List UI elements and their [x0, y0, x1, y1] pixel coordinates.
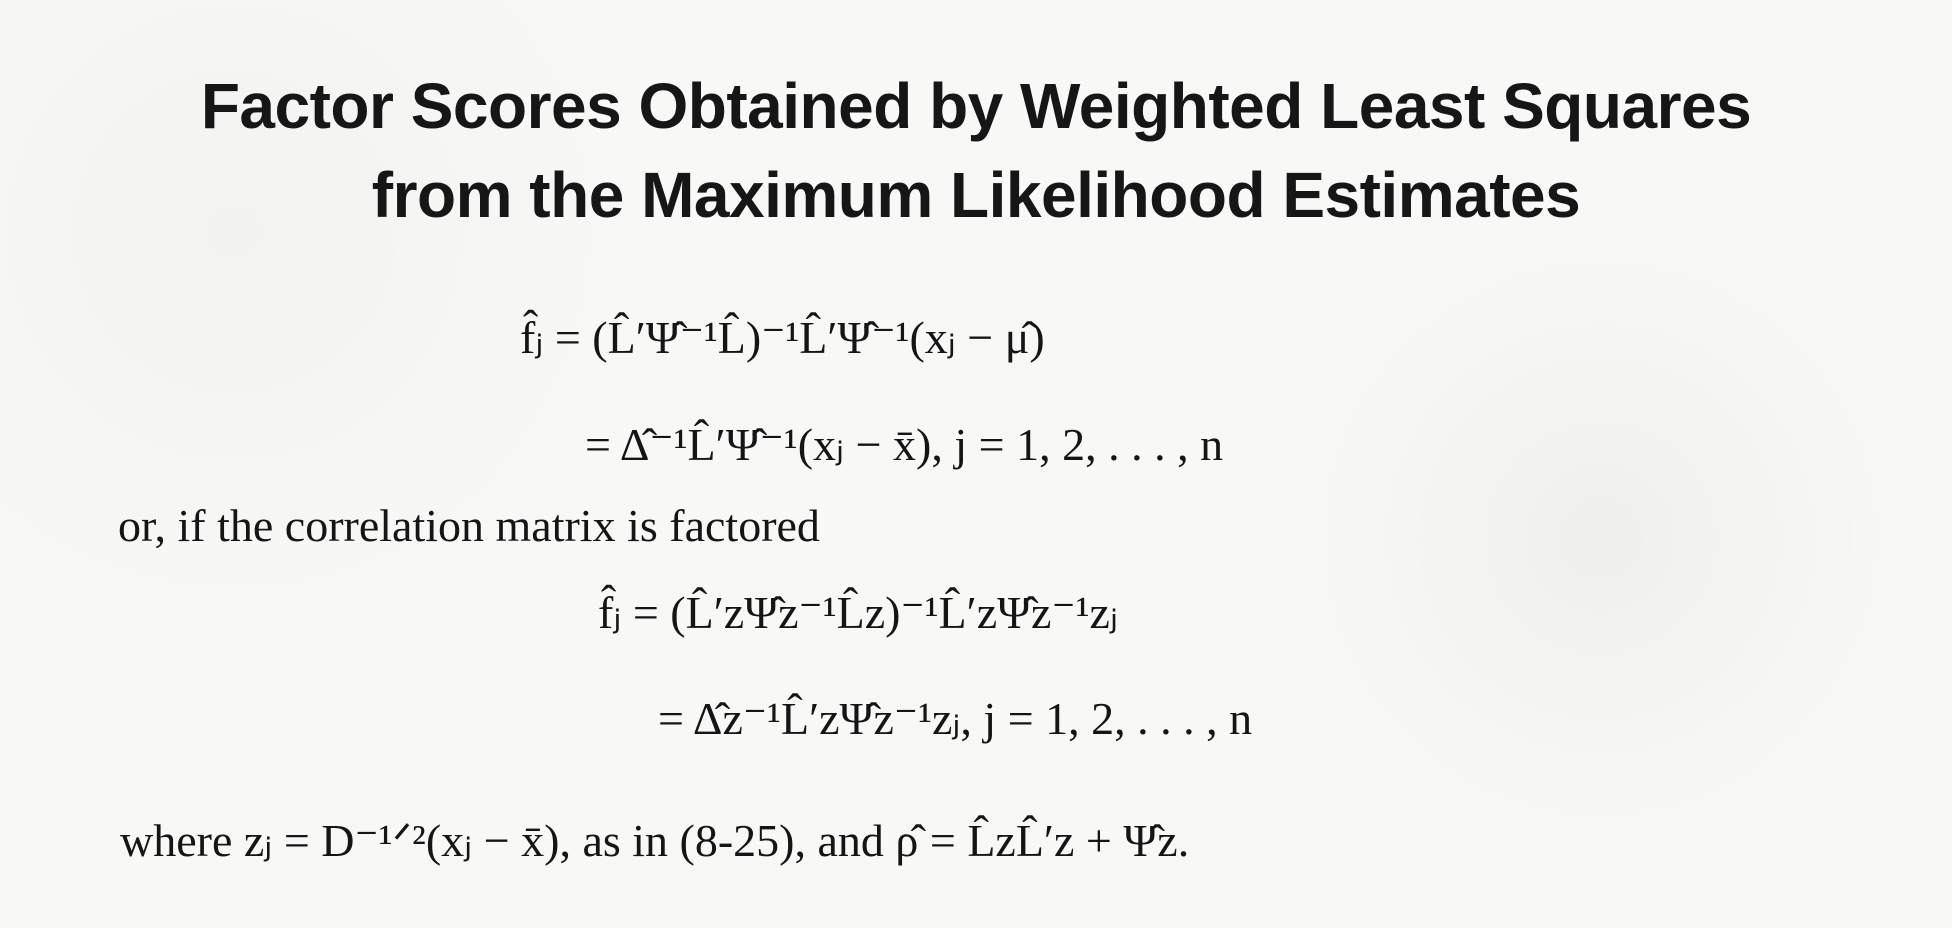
factor-score-equation-3	[598, 587, 1118, 638]
where-note-text: where zⱼ = D⁻¹ᐟ²(xⱼ − x̄), as in (8-25), and ρ̂ = L̂zL̂′z + Ψ̂z.	[120, 815, 1190, 866]
where-note	[120, 815, 1190, 866]
correlation-note-text: or, if the correlation matrix is factored	[118, 500, 820, 551]
factor-score-equation-1	[520, 312, 1045, 363]
section-title-line-2: from the Maximum Likelihood Estimates	[371, 159, 1581, 231]
section-title-line-1: Factor Scores Obtained by Weighted Least Squares	[200, 70, 1752, 142]
equation-4-text: = Δ̂z⁻¹L̂′zΨ̂z⁻¹zⱼ, j = 1, 2, . . . , n	[658, 693, 1253, 744]
correlation-note	[118, 500, 820, 551]
equation-1-text: f̂ⱼ = (L̂′Ψ̂⁻¹L̂)⁻¹L̂′Ψ̂⁻¹(xⱼ − μ̂)	[520, 312, 1045, 363]
factor-score-equation-4	[658, 693, 1253, 744]
factor-score-equation-2	[585, 419, 1224, 470]
equation-3-text: f̂ⱼ = (L̂′zΨ̂z⁻¹L̂z)⁻¹L̂′zΨ̂z⁻¹zⱼ	[598, 587, 1118, 638]
equation-2-text: = Δ̂⁻¹L̂′Ψ̂⁻¹(xⱼ − x̄), j = 1, 2, . . . , n	[585, 419, 1224, 470]
